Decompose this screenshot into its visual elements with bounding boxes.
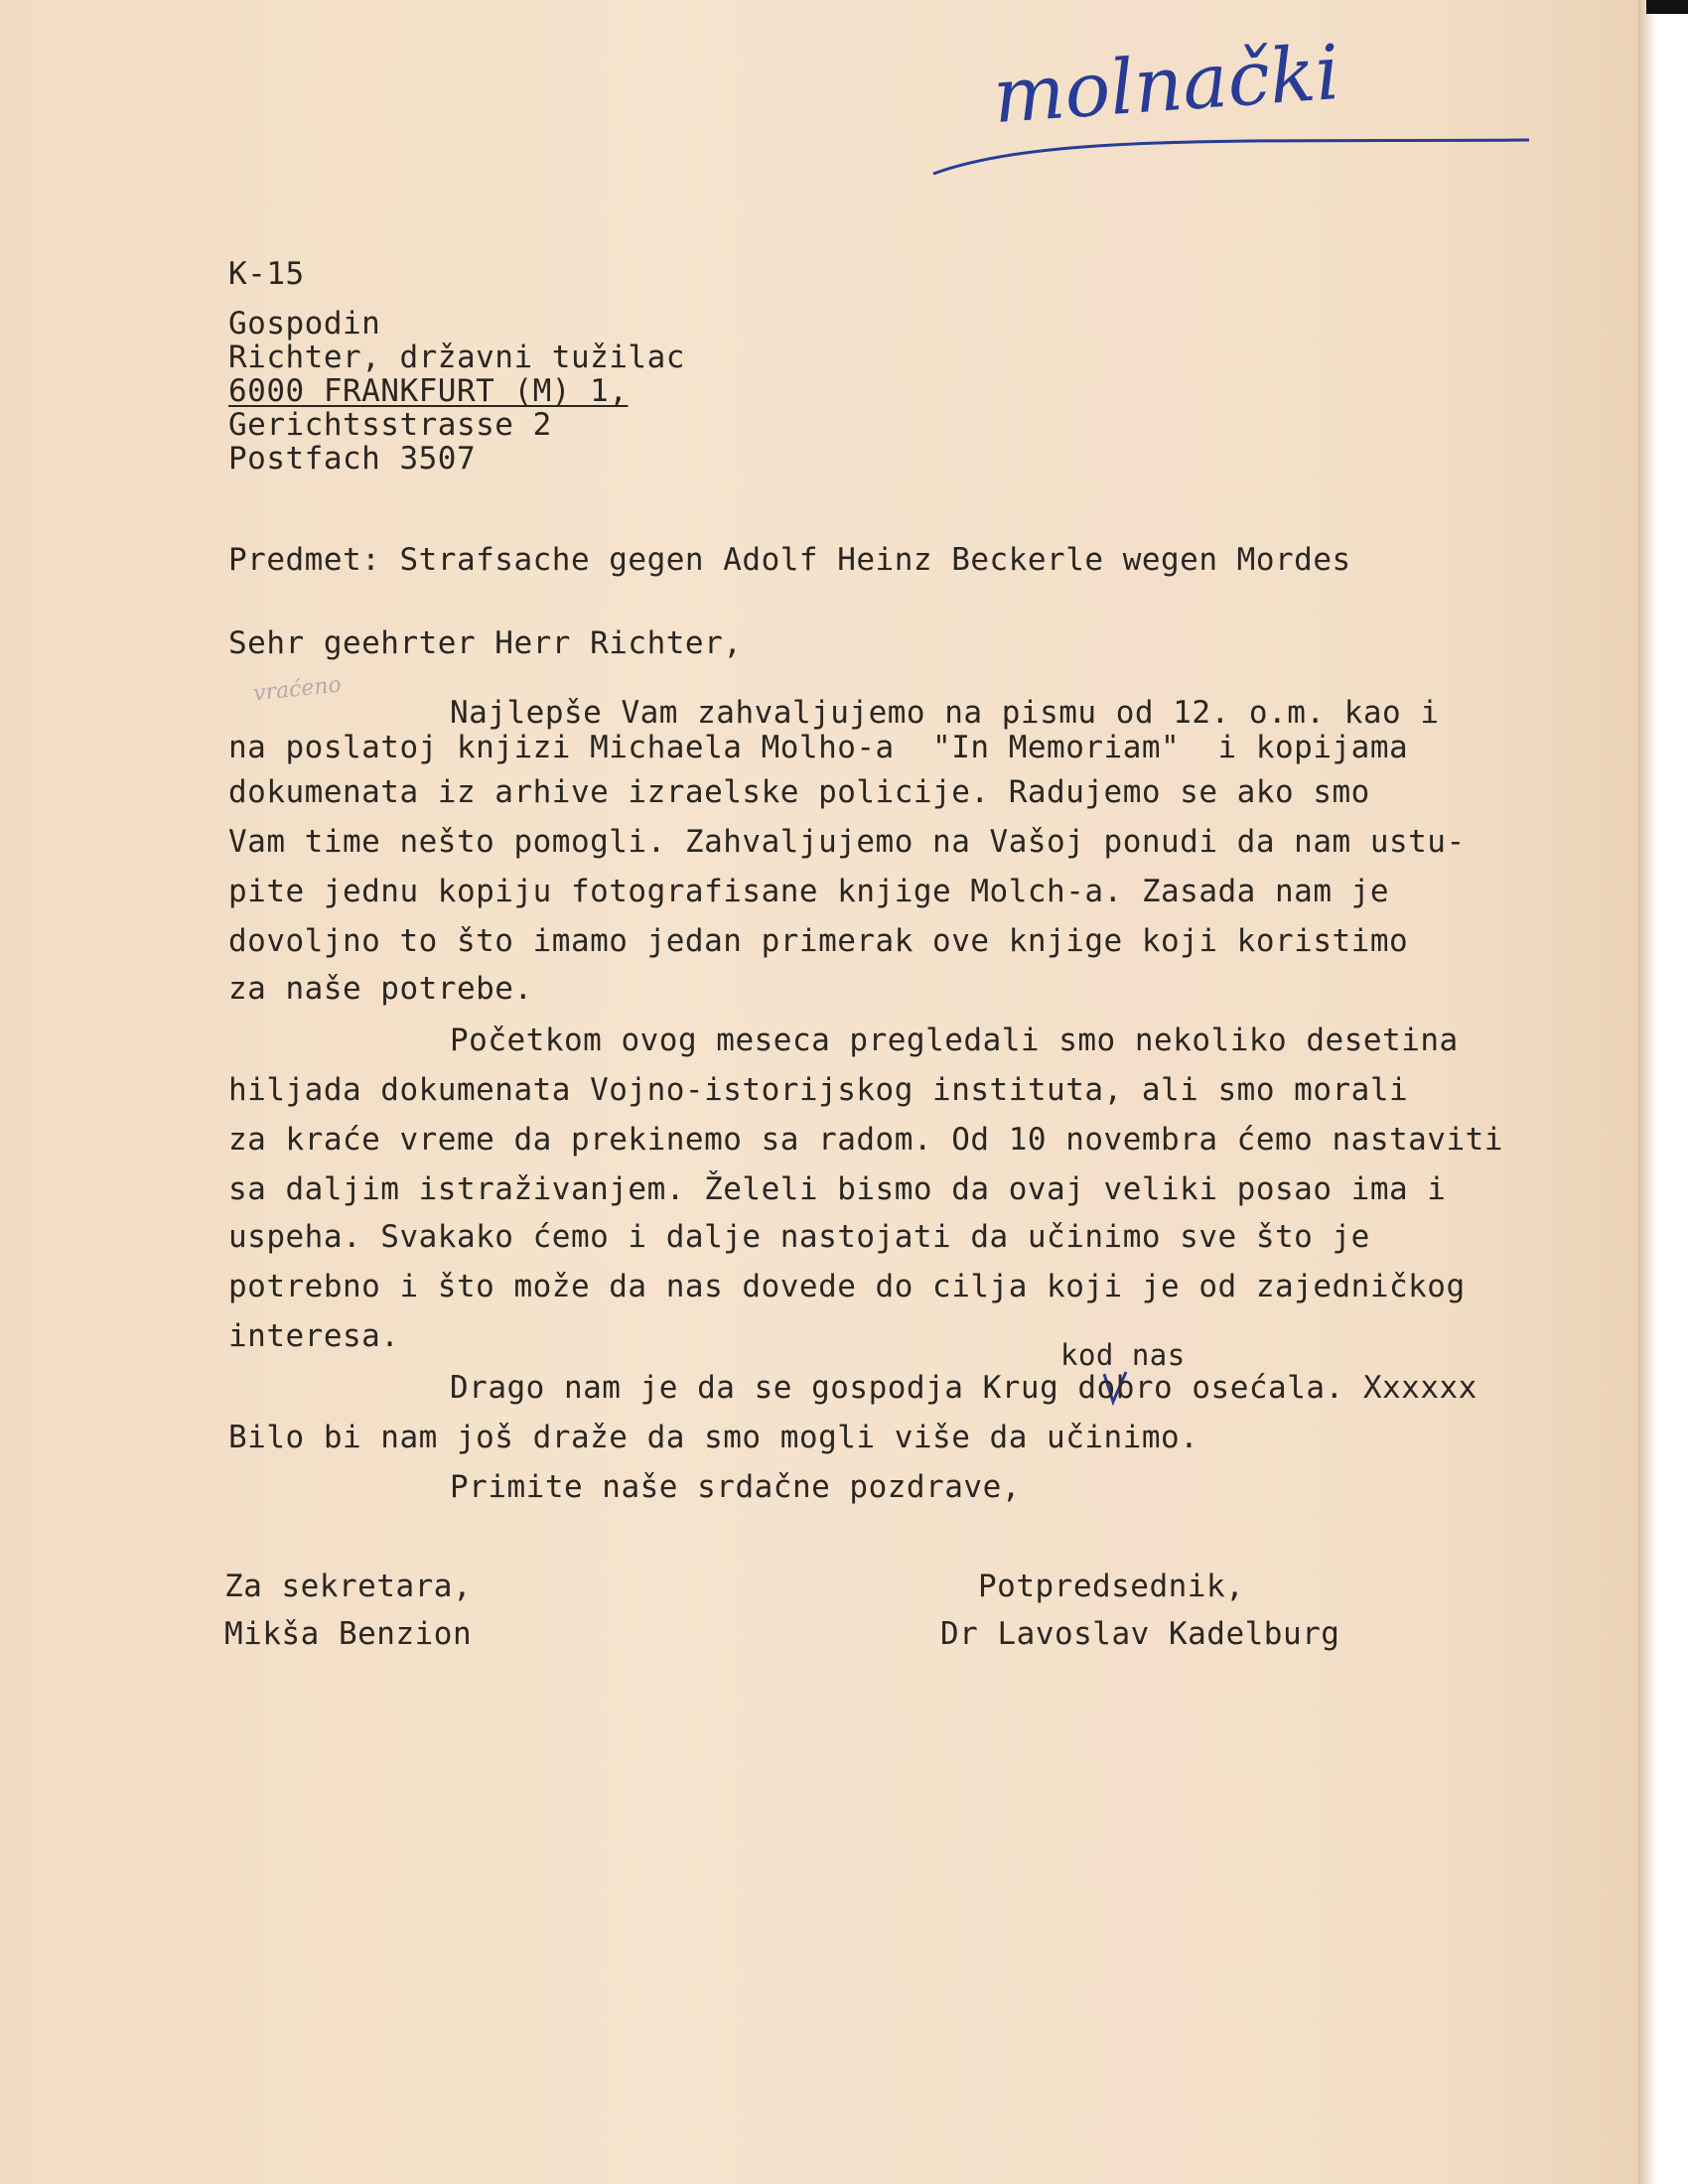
paragraph2-line: sa daljim istraživanjem. Želeli bismo da ovaj veliki posao ima i — [228, 1171, 1447, 1207]
paragraph2-line: Početkom ovog meseca pregledali smo nekoliko desetina — [450, 1023, 1459, 1058]
paragraph2-line: potrebno i što može da nas dovede do cilja koji je od zajedničkog — [228, 1269, 1466, 1304]
paragraph1-line: pite jednu kopiju fotografisane knjige Molch-a. Zasada nam je — [228, 874, 1389, 909]
subject-line: Predmet: Strafsache gegen Adolf Heinz Beckerle wegen Mordes — [228, 542, 1351, 578]
paragraph1-line: Najlepše Vam zahvaljujemo na pismu od 12. o.m. kao i — [450, 695, 1440, 731]
paragraph2-line: za kraće vreme da prekinemo sa radom. Od 10 novembra ćemo nastaviti — [228, 1122, 1503, 1158]
margin-note: vraćeno — [251, 672, 343, 707]
paragraph1-line: dokumenata iz arhive izraelske policije. Radujemo se ako smo — [228, 774, 1370, 810]
recipient-postbox: Postfach 3507 — [228, 441, 477, 477]
signature-right-role: Potpredsednik, — [978, 1569, 1245, 1604]
recipient-name: Richter, državni tužilac — [228, 340, 685, 375]
paragraph1-line: Vam time nešto pomogli. Zahvaljujemo na Vašoj ponudi da nam ustu- — [228, 824, 1466, 860]
paragraph3-line: Bilo bi nam još draže da smo mogli više da učinimo. — [228, 1420, 1199, 1455]
scan-corner-mark — [1646, 0, 1688, 14]
reference-code: K-15 — [228, 256, 305, 292]
signature-left-name: Mikša Benzion — [224, 1616, 473, 1652]
paragraph2-line: uspeha. Svakako ćemo i dalje nastojati da učinimo sve što je — [228, 1219, 1370, 1255]
paragraph3-line: Primite naše srdačne pozdrave, — [450, 1469, 1021, 1505]
signature-right-name: Dr Lavoslav Kadelburg — [940, 1616, 1340, 1652]
paragraph2-line: hiljada dokumenata Vojno-istorijskog instituta, ali smo morali — [228, 1072, 1409, 1108]
recipient-salutation: Gospodin — [228, 306, 381, 341]
handwritten-note: molnački — [990, 27, 1342, 141]
paragraph1-line: na poslatoj knjizi Michaela Molho-a "In Memoriam" i kopijama — [228, 730, 1409, 765]
recipient-street: Gerichtsstrasse 2 — [228, 407, 552, 443]
page-edge-shadow — [1638, 0, 1656, 2184]
insertion-text: kod nas — [1060, 1338, 1186, 1372]
recipient-city: 6000 FRANKFURT (M) 1, — [228, 373, 629, 409]
paragraph1-line: dovoljno to što imamo jedan primerak ove knjige koji koristimo — [228, 923, 1409, 959]
handwritten-underline — [923, 124, 1539, 184]
paragraph1-line: za naše potrebe. — [228, 971, 533, 1007]
greeting: Sehr geehrter Herr Richter, — [228, 625, 743, 661]
signature-left-role: Za sekretara, — [224, 1569, 473, 1604]
paragraph3-line: Drago nam je da se gospodja Krug dobro osećala. Xxxxxx — [450, 1370, 1477, 1406]
paragraph2-line: interesa. — [228, 1318, 400, 1354]
